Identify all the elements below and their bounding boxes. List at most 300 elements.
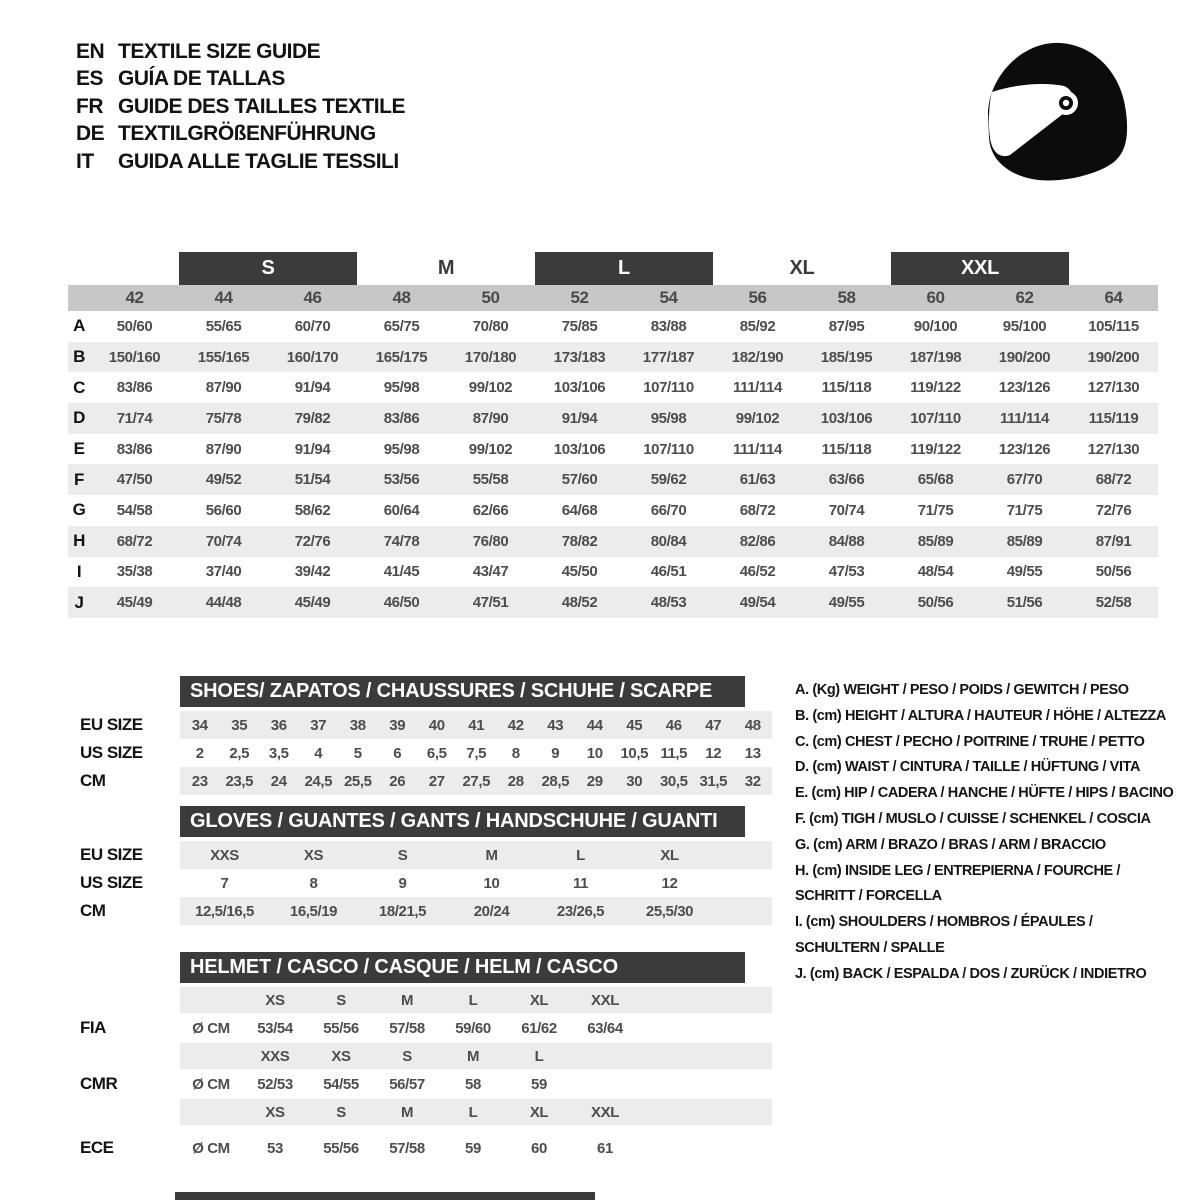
measure-value: 47/51: [472, 594, 509, 612]
measure-row-f: [68, 464, 1158, 495]
row-values: [180, 987, 772, 1013]
value-cell: 44: [586, 716, 603, 734]
legend-line: C. (cm) CHEST / PECHO / POITRINE / TRUHE / PETTO: [795, 733, 1145, 750]
size-group-xxl: XXL: [891, 252, 1069, 285]
value-cell: 38: [349, 716, 366, 734]
value-cell: XL: [529, 1103, 549, 1121]
measure-value: 95/98: [383, 440, 420, 458]
measure-value: 65/68: [917, 471, 954, 489]
value-cell: 2: [195, 744, 204, 762]
value-cell: 57/58: [389, 1139, 425, 1157]
row-label: EU SIZE: [80, 845, 143, 864]
size-group-m: M: [437, 257, 455, 279]
value-cell: 24: [270, 772, 287, 790]
shoes-section-title: SHOES/ ZAPATOS / CHAUSSURES / SCHUHE / SCARPE: [180, 676, 745, 707]
value-cell: 7: [220, 874, 229, 892]
helmet-standard-label: ECE: [80, 1138, 114, 1157]
value-cell: 53: [267, 1139, 283, 1157]
measure-row-i: [68, 557, 1158, 588]
measure-value: 49/55: [1006, 563, 1043, 581]
measure-value: 87/95: [828, 317, 865, 335]
value-cell: 57/58: [389, 1019, 425, 1037]
measure-letter: B: [73, 347, 85, 367]
measure-value: 54/58: [116, 501, 153, 519]
eu-size-tick: 60: [926, 288, 945, 307]
value-cell: 53/54: [257, 1019, 293, 1037]
language-title-list: [76, 40, 405, 177]
value-cell: 30,5: [659, 772, 688, 790]
next-section-bar-sliver: [175, 1192, 595, 1200]
value-cell: 8: [309, 874, 318, 892]
value-cell: 35: [231, 716, 248, 734]
measure-value: 160/170: [286, 348, 339, 366]
legend-line: A. (Kg) WEIGHT / PESO / POIDS / GEWITCH / PESO: [795, 682, 1129, 698]
value-cell: 13: [744, 744, 761, 762]
value-cell: 9: [551, 744, 560, 762]
helmet-standard-row: [68, 1069, 1158, 1099]
measure-value: 72/76: [294, 532, 331, 550]
measure-value: 95/98: [650, 409, 687, 427]
value-cell: XL: [660, 846, 679, 864]
value-cell: 11: [572, 874, 589, 892]
measure-value: 58/62: [294, 501, 331, 519]
measure-value: 87/90: [205, 379, 242, 397]
value-cell: 23,5: [225, 772, 254, 790]
row-values: [180, 1043, 772, 1069]
measure-letter: J: [74, 592, 84, 612]
value-cell: S: [336, 1103, 346, 1121]
measure-value: 35/38: [116, 563, 153, 581]
language-row: [76, 150, 405, 177]
measure-value: 190/200: [1087, 348, 1140, 366]
row-values: [180, 1133, 772, 1163]
value-cell: 60: [531, 1139, 547, 1157]
measure-value: 85/89: [1006, 532, 1043, 550]
row-label: US SIZE: [80, 743, 143, 762]
value-cell: XL: [529, 991, 549, 1009]
measure-value: 70/74: [205, 532, 242, 550]
language-row: [76, 122, 405, 149]
value-cell: 39: [389, 716, 406, 734]
measure-value: 50/56: [917, 594, 954, 612]
helmet-standard-label: FIA: [80, 1018, 106, 1037]
measure-value: 177/187: [642, 348, 695, 366]
measure-value: 62/66: [472, 501, 509, 519]
row-label: CM: [80, 901, 106, 920]
value-cell: 25,5/30: [645, 902, 694, 920]
legend-line: I. (cm) SHOULDERS / HOMBROS / ÉPAULES /: [795, 914, 1093, 931]
language-row: [76, 95, 405, 122]
measure-row-g: [68, 495, 1158, 526]
value-cell: XS: [331, 1047, 351, 1065]
value-cell: 23: [191, 772, 208, 790]
measure-value: 56/60: [205, 501, 242, 519]
value-cell: 63/64: [587, 1019, 623, 1037]
measure-value: 95/98: [383, 379, 420, 397]
language-row: [76, 67, 405, 94]
measure-value: 83/86: [116, 440, 153, 458]
value-cell: 42: [507, 716, 524, 734]
measure-value: 187/198: [909, 348, 962, 366]
size-group-l: L: [535, 252, 713, 285]
legend-line: E. (cm) HIP / CADERA / HANCHE / HÜFTE / HIPS / BACINO: [795, 785, 1174, 802]
measure-value: 99/102: [735, 409, 780, 427]
measure-value: 75/85: [561, 317, 598, 335]
measure-value: 83/88: [650, 317, 687, 335]
language-title: GUIDA ALLE TAGLIE TESSILI: [118, 149, 399, 173]
measure-value: 49/54: [739, 594, 776, 612]
measure-value: 103/106: [553, 440, 606, 458]
measure-value: 87/91: [1095, 532, 1132, 550]
value-cell: 52/53: [257, 1075, 293, 1093]
measure-value: 84/88: [828, 532, 865, 550]
value-cell: 3,5: [268, 744, 289, 762]
eu-size-tick: 56: [748, 288, 767, 307]
value-cell: XXS: [260, 1047, 290, 1065]
value-cell: 27: [428, 772, 445, 790]
row-values: [180, 869, 772, 897]
measure-letter: I: [76, 561, 82, 581]
measure-letter: F: [74, 469, 84, 489]
helmet-size-row: [68, 1099, 1158, 1125]
measure-value: 111/114: [733, 379, 782, 397]
measure-value: 115/118: [821, 379, 872, 397]
value-cell: 29: [586, 772, 603, 790]
measure-letter: C: [73, 377, 85, 397]
measure-value: 71/75: [1006, 501, 1043, 519]
value-cell: L: [534, 1047, 544, 1065]
value-cell: 24,5: [304, 772, 333, 790]
eu-size-band: [68, 285, 1158, 311]
value-cell: Ø CM: [192, 1139, 230, 1157]
measure-value: 119/122: [910, 440, 961, 458]
measure-value: 115/119: [1088, 409, 1139, 427]
value-cell: 36: [270, 716, 287, 734]
measure-value: 39/42: [294, 563, 331, 581]
eu-size-tick: 52: [570, 288, 589, 307]
measure-row-d: [68, 403, 1158, 434]
value-cell: 7,5: [466, 744, 487, 762]
language-title: TEXTILE SIZE GUIDE: [118, 40, 321, 63]
value-cell: 43: [547, 716, 564, 734]
measure-value: 103/106: [820, 409, 873, 427]
measure-value: 48/53: [650, 594, 687, 612]
row-values: [180, 767, 772, 795]
measure-value: 83/86: [116, 379, 153, 397]
measure-row-j: [68, 587, 1158, 618]
measure-value: 190/200: [998, 348, 1051, 366]
measure-value: 185/195: [820, 348, 873, 366]
measure-value: 55/58: [472, 471, 509, 489]
measure-value: 91/94: [294, 440, 331, 458]
helmet-size-row: [68, 987, 1158, 1013]
value-cell: 18/21,5: [378, 902, 427, 920]
eu-size-tick: 42: [125, 288, 144, 307]
legend-line: F. (cm) TIGH / MUSLO / CUISSE / SCHENKEL / COSCIA: [795, 810, 1151, 827]
measure-value: 103/106: [553, 379, 606, 397]
value-cell: 31,5: [699, 772, 728, 790]
measure-value: 45/50: [561, 563, 598, 581]
language-code: IT: [76, 149, 94, 173]
measure-value: 68/72: [116, 532, 153, 550]
value-cell: 20/24: [473, 902, 510, 920]
value-cell: XXL: [591, 1103, 619, 1121]
measure-value: 165/175: [375, 348, 428, 366]
measure-value: 83/86: [383, 409, 420, 427]
eu-size-tick: 62: [1015, 288, 1034, 307]
measure-value: 50/56: [1095, 563, 1132, 581]
value-cell: XS: [265, 1103, 285, 1121]
value-cell: Ø CM: [192, 1075, 230, 1093]
measure-value: 65/75: [383, 317, 420, 335]
value-cell: 26: [389, 772, 406, 790]
legend-line: D. (cm) WAIST / CINTURA / TAILLE / HÜFTUNG / VITA: [795, 759, 1141, 776]
helmet-standard-row: [68, 1013, 1158, 1043]
measure-value: 87/90: [472, 409, 509, 427]
measure-value: 60/70: [294, 317, 331, 335]
measurement-legend: [795, 678, 1180, 988]
value-cell: L: [468, 1103, 478, 1121]
measure-value: 99/102: [468, 379, 513, 397]
measure-value: 87/90: [205, 440, 242, 458]
value-cell: 27,5: [462, 772, 491, 790]
measure-value: 107/110: [643, 379, 694, 397]
measure-value: 76/80: [472, 532, 509, 550]
value-cell: L: [468, 991, 478, 1009]
value-cell: 12: [661, 874, 678, 892]
row-values: [180, 841, 772, 869]
value-cell: 55/56: [323, 1139, 359, 1157]
measure-value: 46/50: [383, 594, 420, 612]
language-code: ES: [76, 67, 104, 91]
measure-value: 51/54: [294, 471, 331, 489]
measure-value: 119/122: [910, 379, 961, 397]
value-cell: 12: [705, 744, 722, 762]
language-title: GUÍA DE TALLAS: [118, 67, 285, 91]
value-cell: 34: [191, 716, 208, 734]
value-cell: 8: [511, 744, 520, 762]
measure-letter: D: [73, 408, 85, 428]
measure-letter: G: [72, 500, 86, 520]
row-values: [180, 711, 772, 739]
eu-size-tick: 64: [1104, 288, 1123, 307]
value-cell: 30: [626, 772, 643, 790]
value-cell: 9: [398, 874, 407, 892]
eu-size-tick: 54: [659, 288, 678, 307]
measure-value: 47/50: [116, 471, 153, 489]
measure-value: 68/72: [739, 501, 776, 519]
measure-value: 127/130: [1087, 440, 1140, 458]
measure-value: 47/53: [828, 563, 865, 581]
measure-letter: H: [73, 531, 85, 551]
row-values: [180, 897, 772, 925]
value-cell: 40: [428, 716, 445, 734]
measure-value: 74/78: [383, 532, 420, 550]
measure-value: 105/115: [1088, 317, 1139, 335]
language-code: EN: [76, 40, 105, 63]
measure-value: 85/92: [739, 317, 776, 335]
measure-value: 49/55: [828, 594, 865, 612]
measure-value: 80/84: [650, 532, 687, 550]
value-cell: 32: [744, 772, 761, 790]
value-cell: 5: [353, 744, 362, 762]
measure-value: 71/74: [116, 409, 153, 427]
measure-value: 37/40: [205, 563, 242, 581]
helmet-size-row: [68, 1043, 1158, 1069]
value-cell: 59/60: [455, 1019, 491, 1037]
value-cell: 58: [465, 1075, 481, 1093]
measure-value: 75/78: [205, 409, 242, 427]
value-cell: 6: [393, 744, 402, 762]
language-title: GUIDE DES TAILLES TEXTILE: [118, 94, 405, 118]
textile-size-table: [68, 252, 1158, 618]
measure-value: 91/94: [294, 379, 331, 397]
row-label: EU SIZE: [80, 715, 143, 734]
value-cell: 45: [626, 716, 643, 734]
row-values: [180, 1013, 772, 1043]
row-values: [180, 1069, 772, 1099]
value-cell: S: [336, 991, 346, 1009]
value-cell: 48: [744, 716, 761, 734]
value-cell: S: [402, 1047, 412, 1065]
row-values: [180, 1099, 772, 1125]
value-cell: 54/55: [323, 1075, 359, 1093]
measure-value: 71/75: [917, 501, 954, 519]
value-cell: 28,5: [541, 772, 570, 790]
language-title: TEXTILGRÖßENFÜHRUNG: [118, 122, 376, 146]
legend-line: SCHRITT / FORCELLA: [795, 888, 942, 905]
measure-value: 72/76: [1095, 501, 1132, 519]
measure-row-e: [68, 434, 1158, 465]
helmet-icon: [980, 40, 1135, 205]
measure-value: 46/51: [650, 563, 687, 581]
value-cell: 10,5: [620, 744, 649, 762]
measure-value: 51/56: [1006, 594, 1043, 612]
helmet-standard-row: [68, 1133, 1158, 1163]
value-cell: 10: [586, 744, 603, 762]
measure-value: 79/82: [294, 409, 331, 427]
measure-value: 45/49: [294, 594, 331, 612]
value-cell: 59: [465, 1139, 481, 1157]
measure-value: 45/49: [116, 594, 153, 612]
value-cell: 23/26,5: [556, 902, 605, 920]
measure-value: 150/160: [108, 348, 161, 366]
row-values: [180, 739, 772, 767]
value-cell: 47: [705, 716, 722, 734]
value-cell: 56/57: [389, 1075, 425, 1093]
legend-line: B. (cm) HEIGHT / ALTURA / HAUTEUR / HÖHE / ALTEZZA: [795, 707, 1166, 724]
measure-value: 173/183: [553, 348, 606, 366]
measure-value: 107/110: [643, 440, 694, 458]
measure-value: 123/126: [998, 440, 1051, 458]
measure-value: 67/70: [1006, 471, 1043, 489]
value-cell: 46: [665, 716, 682, 734]
measure-value: 43/47: [472, 563, 509, 581]
legend-line: J. (cm) BACK / ESPALDA / DOS / ZURÜCK / INDIETRO: [795, 965, 1147, 982]
language-row: [76, 40, 405, 67]
visor-pivot-center: [1063, 100, 1069, 106]
measure-value: 182/190: [731, 348, 784, 366]
eu-size-tick: 48: [392, 288, 411, 307]
measure-value: 52/58: [1095, 594, 1132, 612]
value-cell: M: [485, 846, 498, 864]
measure-value: 107/110: [910, 409, 961, 427]
value-cell: M: [466, 1047, 480, 1065]
measure-value: 49/52: [205, 471, 242, 489]
value-cell: XXS: [210, 846, 239, 864]
eu-size-tick: 46: [303, 288, 322, 307]
measure-value: 127/130: [1087, 379, 1140, 397]
measure-value: 53/56: [383, 471, 420, 489]
value-cell: 25,5: [343, 772, 372, 790]
measure-row-b: [68, 342, 1158, 373]
measure-value: 123/126: [998, 379, 1051, 397]
measure-value: 85/89: [917, 532, 954, 550]
measure-value: 57/60: [561, 471, 598, 489]
measure-value: 60/64: [383, 501, 420, 519]
value-cell: L: [576, 846, 585, 864]
value-cell: M: [400, 991, 414, 1009]
measure-value: 90/100: [913, 317, 958, 335]
value-cell: XS: [303, 846, 324, 864]
value-cell: 55/56: [323, 1019, 359, 1037]
measure-value: 66/70: [650, 501, 687, 519]
measure-value: 82/86: [739, 532, 776, 550]
value-cell: S: [397, 846, 408, 864]
value-cell: 59: [531, 1075, 547, 1093]
value-cell: 2,5: [229, 744, 250, 762]
legend-line: G. (cm) ARM / BRAZO / BRAS / ARM / BRACCIO: [795, 836, 1106, 853]
measure-row-a: [68, 311, 1158, 342]
value-cell: 10: [483, 874, 500, 892]
value-cell: 11,5: [660, 744, 688, 762]
legend-line: H. (cm) INSIDE LEG / ENTREPIERNA / FOURCHE /: [795, 862, 1121, 879]
measure-row-h: [68, 526, 1158, 557]
measure-row-c: [68, 372, 1158, 403]
helmet-standard-label: CMR: [80, 1074, 118, 1093]
measure-value: 48/54: [917, 563, 954, 581]
measure-value: 70/80: [472, 317, 509, 335]
measure-value: 50/60: [116, 317, 153, 335]
measure-value: 59/62: [650, 471, 687, 489]
value-cell: 37: [310, 716, 327, 734]
language-code: FR: [76, 94, 103, 118]
language-code: DE: [76, 122, 105, 146]
row-label: CM: [80, 771, 106, 790]
value-cell: XXL: [591, 991, 619, 1009]
measure-value: 95/100: [1002, 317, 1047, 335]
row-label: US SIZE: [80, 873, 143, 892]
measure-letter: E: [73, 439, 85, 459]
gloves-section-title: GLOVES / GUANTES / GANTS / HANDSCHUHE / GUANTI: [180, 806, 745, 837]
eu-size-tick: 44: [214, 288, 233, 307]
measure-value: 170/180: [464, 348, 517, 366]
measure-value: 111/114: [733, 440, 782, 458]
measure-value: 91/94: [561, 409, 598, 427]
measure-value: 155/165: [197, 348, 250, 366]
measure-value: 78/82: [561, 532, 598, 550]
measure-value: 63/66: [828, 471, 865, 489]
measure-value: 41/45: [383, 563, 420, 581]
size-group-s: S: [179, 252, 357, 285]
measure-value: 99/102: [468, 440, 513, 458]
measure-value: 115/118: [821, 440, 872, 458]
measure-value: 44/48: [205, 594, 242, 612]
measure-value: 68/72: [1095, 471, 1132, 489]
value-cell: 12,5/16,5: [195, 902, 254, 920]
measure-value: 111/114: [1000, 409, 1049, 427]
legend-line: SCHULTERN / SPALLE: [795, 939, 945, 956]
